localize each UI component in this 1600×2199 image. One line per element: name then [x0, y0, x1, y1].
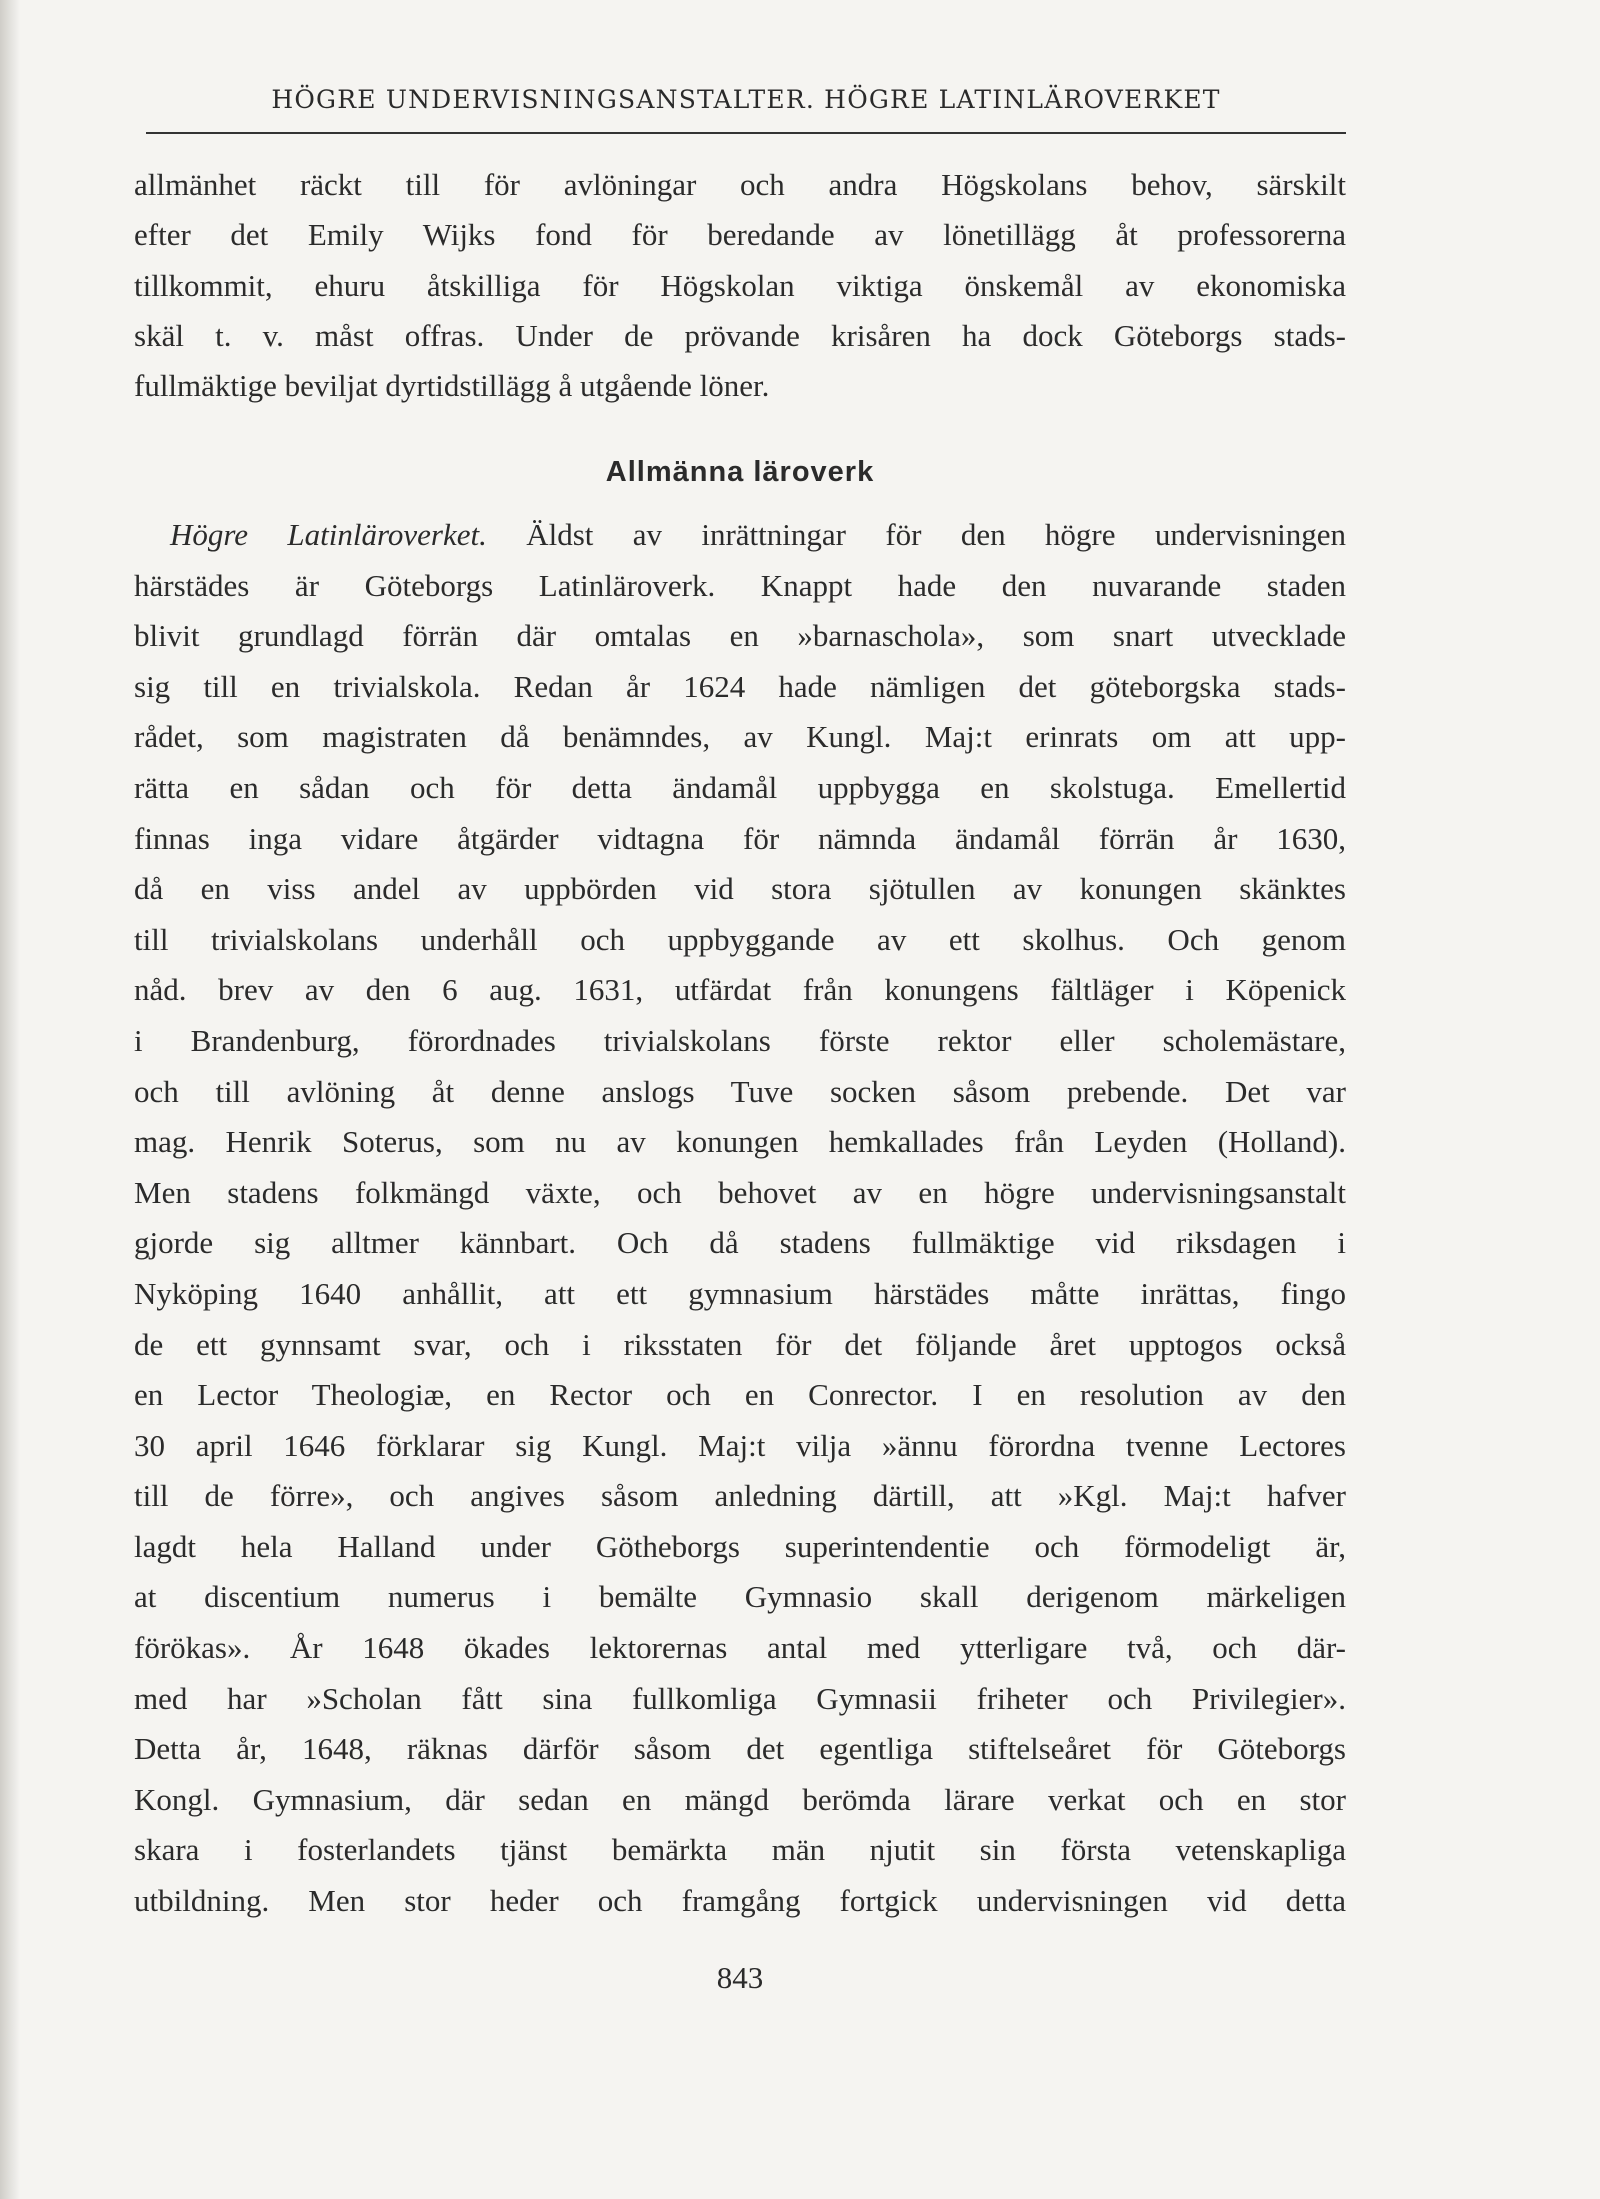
text-line: Detta år, 1648, räknas därför såsom det egentliga stiftelseåret för Göteborgs [134, 1731, 1346, 1767]
text-line: mag. Henrik Soterus, som nu av konungen hemkallades från Leyden (Holland). [134, 1124, 1346, 1160]
text-line: till trivialskolans underhåll och uppbyggande av ett skolhus. Och genom [134, 921, 1346, 957]
text-line: rådet, som magistraten då benämndes, av Kungl. Maj:t erinrats om att upp- [134, 719, 1346, 755]
text-line: allmänhet räckt till för avlöningar och andra Högskolans behov, särskilt [134, 167, 1346, 202]
page-edge-shadow [0, 0, 20, 2199]
text-line: till de förre», och angives såsom anledning därtill, att »Kgl. Maj:t hafver [134, 1478, 1346, 1514]
intro-paragraph [134, 160, 1346, 411]
text-line-lead [134, 510, 1346, 561]
text-line: de ett gynnsamt svar, och i riksstaten för det följande året upptogos också [134, 1326, 1346, 1362]
header-rule [146, 132, 1346, 134]
text-line: och till avlöning åt denne anslogs Tuve socken såsom prebende. Det var [134, 1073, 1346, 1109]
text-line: efter det Emily Wijks fond för beredande av lönetillägg åt professorerna [134, 217, 1346, 253]
text-line: sig till en trivialskola. Redan år 1624 hade nämligen det göteborgska stads- [134, 668, 1346, 704]
running-header: HÖGRE UNDERVISNINGSANSTALTER. HÖGRE LATINLÄROVERKET [271, 85, 1221, 114]
text-line: at discentium numerus i bemälte Gymnasio skall derigenom märkeligen [134, 1579, 1346, 1615]
text-line: Men stadens folkmängd växte, och behovet av en högre undervisningsanstalt [134, 1174, 1346, 1210]
page-number: 843 [716, 1960, 764, 1995]
lead-rest: Äldst av inrättningar för den högre undervisningen [486, 517, 1346, 552]
text-line: Nyköping 1640 anhållit, att ett gymnasium härstädes måtte inrättas, fingo [134, 1275, 1346, 1311]
text-line: 30 april 1646 förklarar sig Kungl. Maj:t vilja »ännu förordna tvenne Lectores [134, 1427, 1346, 1463]
text-line: förökas». År 1648 ökades lektorernas antal med ytterligare två, och där- [134, 1630, 1346, 1666]
text-line: då en viss andel av uppbörden vid stora sjötullen av konungen skänktes [134, 871, 1346, 907]
text-line: i Brandenburg, förordnades trivialskolans förste rektor eller scholemästare, [134, 1022, 1346, 1058]
text-line: med har »Scholan fått sina fullkomliga Gymnasii friheter och Privilegier». [134, 1680, 1346, 1716]
text-line: nåd. brev av den 6 aug. 1631, utfärdat från konungens fältläger i Köpenick [134, 972, 1346, 1008]
text-line: fullmäktige beviljat dyrtidstillägg å utgående löner. [134, 368, 770, 404]
section-paragraph [134, 510, 1346, 1927]
text-line: skara i fosterlandets tjänst bemärkta män njutit sin första vetenskapliga [134, 1832, 1346, 1868]
text-line: tillkommit, ehuru åtskilliga för Högskolan viktiga önskemål av ekonomiska [134, 267, 1346, 303]
text-line: utbildning. Men stor heder och framgång fortgick undervisningen vid detta [134, 1883, 1346, 1919]
text-line: Kongl. Gymnasium, där sedan en mängd berömda lärare verkat och en stor [134, 1781, 1346, 1817]
text-line: härstädes är Göteborgs Latinläroverk. Knappt hade den nuvarande staden [134, 567, 1346, 603]
lead-italic: Högre Latinläroverket. [170, 517, 487, 552]
text-line: rätta en sådan och för detta ändamål uppbygga en skolstuga. Emellertid [134, 769, 1346, 805]
section-heading: Allmänna läroverk [605, 456, 875, 488]
text-line: en Lector Theologiæ, en Rector och en Conrector. I en resolution av den [134, 1377, 1346, 1413]
text-line: lagdt hela Halland under Götheborgs superintendentie och förmodeligt är, [134, 1528, 1346, 1564]
text-line: skäl t. v. måst offras. Under de prövande krisåren ha dock Göteborgs stads- [134, 317, 1346, 353]
text-line: blivit grundlagd förrän där omtalas en »barnaschola», som snart utvecklade [134, 618, 1346, 654]
text-line: finnas inga vidare åtgärder vidtagna för nämnda ändamål förrän år 1630, [134, 820, 1346, 856]
text-line: gjorde sig alltmer kännbart. Och då stadens fullmäktige vid riksdagen i [134, 1225, 1346, 1261]
